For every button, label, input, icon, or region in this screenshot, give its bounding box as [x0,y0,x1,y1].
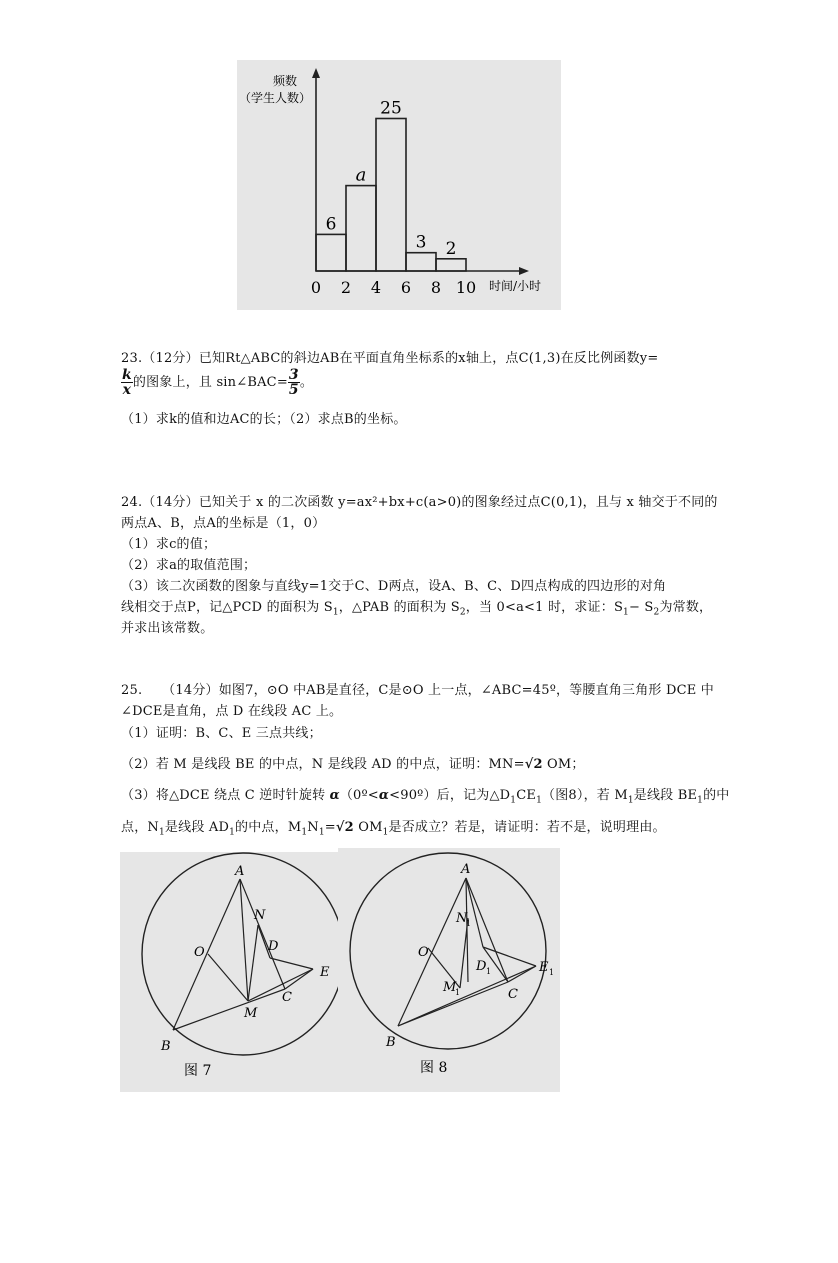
q24-line2: 两点A、B，点A的坐标是（1，0） [121,516,326,531]
x-tick-label: 2 [340,278,352,297]
figure-7 [120,852,338,1092]
q24-line5: （3）该二次函数的图象与直线y=1交于C、D两点，设A、B、C、D四点构成的四边形的对角 [121,579,667,594]
figure-7-caption: 图 7 [184,1063,212,1079]
q25-line2: ∠DCE是直角，点 D 在线段 AC 上。 [121,704,343,719]
q25-line6: 点，$N_1$是线段 $AD_1$的中点，$M_1N_1=√2$ $OM_1$是否成立？若是，请证明：若不是，说明理由。 [121,820,666,838]
point-n-label: N [254,908,266,923]
svg-text:D: D [476,959,487,974]
point-d-label: D [268,939,279,954]
x-tick-label: 6 [400,278,412,297]
figure-7-diagram [120,852,338,1092]
q24-line3: （1）求c的值； [121,537,217,552]
histogram-chart [237,60,561,310]
histogram-bar [346,186,376,271]
svg-text:1: 1 [486,967,492,976]
histogram-bar [376,119,406,272]
point-a-label: A [235,864,245,879]
histogram-figure [237,60,561,310]
sqrt-two: √2 [335,820,354,835]
bar-value-label: 25 [380,98,402,119]
q24-line6: 线相交于点P，记△PCD 的面积为 $S_1$，△PAB 的面积为 $S_2$，当 0<a<1 时，求证：$S_1- S_2$为常数， [121,600,713,618]
point-m-label: M [244,1006,258,1021]
point-c-label: C [508,987,518,1002]
circle-o [350,853,546,1049]
bar-value-label: 6 [325,214,337,235]
y-axis-arrow [312,68,320,78]
y-axis-label-line1: 频数 [273,74,298,88]
svg-text:1: 1 [549,968,555,977]
q24-line1: 24.（14分）已知关于 x 的二次函数 y=ax²+bx+c(a>0)的图象经过点C(0,1)，且与 x 轴交于不同的 [121,495,718,510]
bar-value-label: a [355,164,367,186]
q23-line3: （1）求k的值和边AC的长；（2）求点B的坐标。 [121,412,407,427]
svg-text:N: N [456,911,468,926]
x-axis-arrow [519,267,529,275]
q23-line2: $\frac{k}{x}$ 的图象上，且 sin∠BAC= $\frac{3}{5}$ 。 [122,367,314,398]
q24-line4: （2）求a的取值范围； [121,558,257,573]
figure-8-diagram [338,848,560,1092]
fraction-three-fifths: $\frac{3}{5}$ [288,367,299,398]
point-n1-label [455,911,471,928]
svg-text:1: 1 [466,919,472,928]
q23-line1: 23.（12分）已知Rt△ABC的斜边AB在平面直角坐标系的x轴上，点C(1,3)在反比例函数y= [121,351,659,366]
figure-8 [338,848,560,1092]
histogram-bar [436,259,466,271]
svg-text:E: E [539,960,549,975]
point-o-label: O [418,945,429,960]
fraction-k-over-x: $\frac{k}{x}$ [122,367,132,398]
sqrt-two: √2 [524,757,543,772]
x-axis-label: 时间/小时 [489,279,542,293]
x-tick-label: 0 [310,278,322,297]
point-a-label: A [461,862,471,877]
q25-line5: （3）将△DCE 绕点 C 逆时针旋转 α（0º<α<90º）后，记为$\triangle D_1CE_1$（图8），若 $M_1$是线段 $BE_1$的中 [121,788,730,806]
q25-line3: （1）证明：B、C、E 三点共线； [121,726,322,741]
x-tick-label: 10 [455,278,477,297]
histogram-bar [316,234,346,271]
q25-line4: （2）若 M 是线段 BE 的中点，N 是线段 AD 的中点，证明：MN=√2 OM； [121,757,585,772]
point-e1-label [538,960,554,977]
point-e-label: E [320,965,330,980]
point-b-label: B [386,1035,396,1050]
q24-line7: 并求出该常数。 [121,621,214,636]
x-tick-label: 8 [430,278,442,297]
histogram-bar [406,253,436,271]
svg-text:M: M [443,980,457,995]
q25-line1: 25. （14分）如图7，⊙O 中AB是直径，C是⊙O 上一点，∠ABC=45º，等腰直角三角形 DCE 中 [121,683,714,698]
point-o-label: O [194,945,205,960]
svg-text:1: 1 [455,988,461,997]
point-d1-label [475,959,491,976]
point-m1-label [442,980,460,997]
y-axis-label-line2: （学生人数） [239,91,312,105]
figure-8-caption: 图 8 [420,1060,448,1076]
x-tick-label: 4 [370,278,382,297]
point-b-label: B [161,1039,171,1054]
bar-value-label: 3 [415,232,427,253]
point-c-label: C [282,990,292,1005]
bar-value-label: 2 [445,238,457,259]
